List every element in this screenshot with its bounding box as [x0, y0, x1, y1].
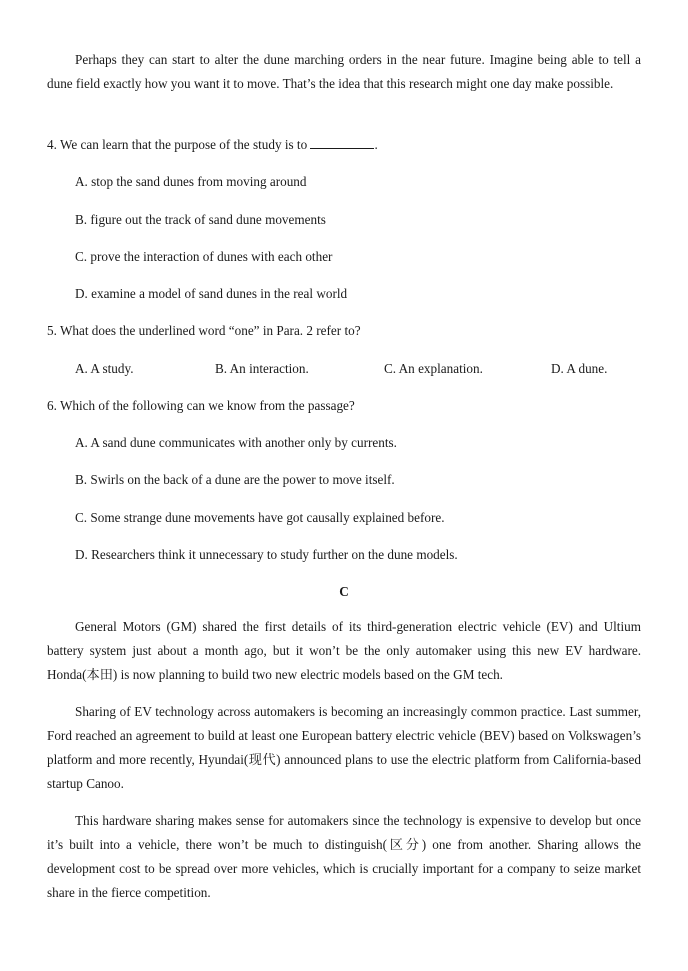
question-4-stem: 4. We can learn that the purpose of the study is to .	[47, 137, 378, 152]
question-6-stem: 6. Which of the following can we know from the passage?	[47, 398, 355, 413]
question-4-option-c: C. prove the interaction of dunes with each other	[75, 249, 333, 264]
passage-b-closing-paragraph: Perhaps they can start to alter the dune marching orders in the near future. Imagine being able to tell a dune field exactly how you want it to move. That’s the idea that this research might one day make possible.	[47, 52, 641, 91]
question-4-option-d: D. examine a model of sand dunes in the real world	[75, 286, 348, 301]
question-5-stem: 5. What does the underlined word “one” in Para. 2 refer to?	[47, 323, 361, 338]
question-4-option-a: A. stop the sand dunes from moving around	[75, 174, 307, 189]
passage-c-paragraph-1: General Motors (GM) shared the first details of its third-generation electric vehicle (EV) and Ultium battery system just about a month ago, but it won’t be the only automaker using this new EV hardware. Honda(本田) is now planning to build two new electric models based on the GM tech.	[47, 619, 641, 682]
question-5-option-d: D. A dune.	[551, 361, 608, 376]
passage-c-paragraph-2: Sharing of EV technology across automakers is becoming an increasingly common practice. Last summer, Ford reached an agreement to build at least one European battery electric vehicle (BEV) based on Volkswagen’s platform and more recently, Hyundai(现代) announced plans to use the electric platform from California-based startup Canoo.	[47, 704, 641, 791]
passage-c-paragraph-3: This hardware sharing makes sense for automakers since the technology is expensive to develop but once it’s built into a vehicle, there won’t be much to distinguish(区分) one from another. Sharing allows the development cost to be spread over more vehicles, which is crucially important for a company to seize market share in the fierce competition.	[47, 813, 641, 900]
question-5-option-b: B. An interaction.	[215, 361, 309, 376]
question-6-option-a: A. A sand dune communicates with another only by currents.	[75, 435, 397, 450]
answer-blank	[310, 136, 374, 149]
question-6-option-c: C. Some strange dune movements have got causally explained before.	[75, 510, 445, 525]
question-5-option-a: A. A study.	[75, 361, 134, 376]
question-6-option-d: D. Researchers think it unnecessary to study further on the dune models.	[75, 547, 458, 562]
question-6-option-b: B. Swirls on the back of a dune are the power to move itself.	[75, 472, 395, 487]
question-4-option-b: B. figure out the track of sand dune movements	[75, 212, 326, 227]
question-5-option-c: C. An explanation.	[384, 361, 483, 376]
question-5-options	[47, 357, 641, 381]
passage-c-heading: C	[339, 584, 349, 599]
